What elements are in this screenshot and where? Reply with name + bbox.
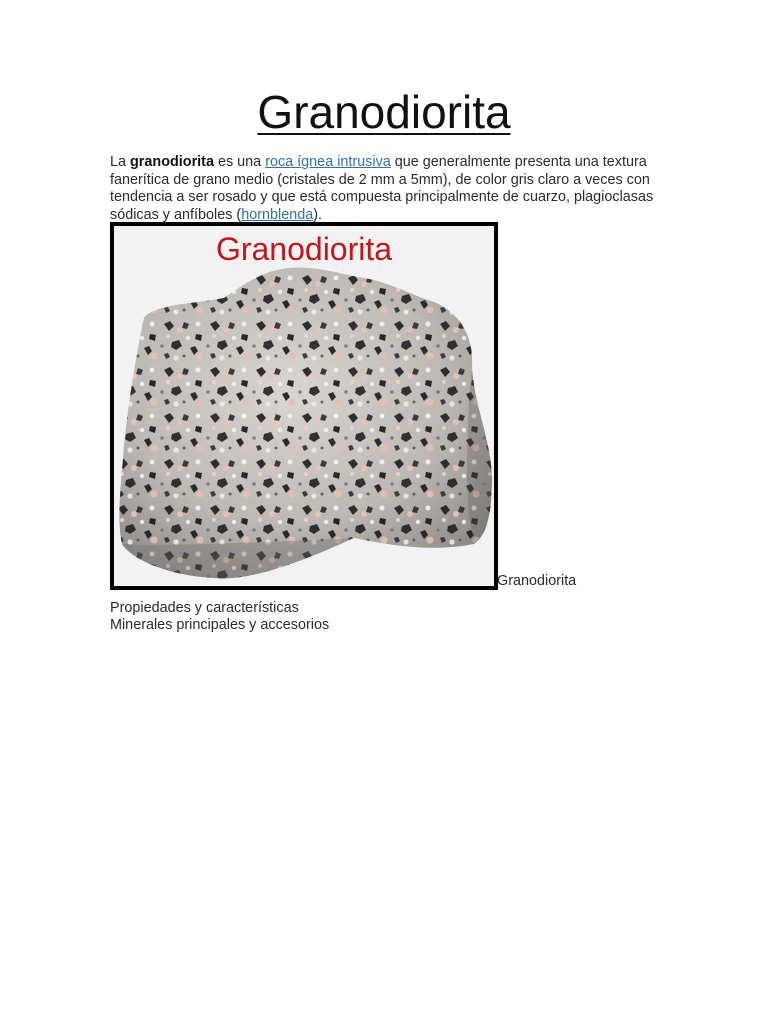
intro-text: es una — [213, 154, 266, 170]
link-roca-ignea-intrusiva[interactable]: roca ígnea intrusiva — [265, 154, 391, 170]
rock-illustration — [114, 226, 494, 586]
page-title: Granodiorita — [257, 86, 511, 138]
intro-text: ). — [313, 206, 323, 223]
section-heading-propiedades: Propiedades y características — [110, 600, 299, 616]
link-hornblenda[interactable]: hornblenda — [241, 206, 314, 223]
image-caption: Granodiorita — [497, 573, 577, 589]
section-heading-minerales: Minerales principales y accesorios — [110, 617, 330, 633]
intro-bold-term: granodiorita — [130, 154, 214, 170]
intro-paragraph — [110, 154, 670, 224]
image-label: Granodiorita — [215, 231, 393, 267]
intro-text: que generalmente presenta una textura fanerítica de grano medio (cristales de 2 mm a 5mm), de color gris claro a veces con tendencia a ser rosado y que está compuesta principalmente de cuarzo, plagioclasas sódicas y anfíboles ( — [110, 154, 654, 223]
granodiorite-image — [110, 222, 498, 590]
intro-text: La — [110, 154, 131, 170]
